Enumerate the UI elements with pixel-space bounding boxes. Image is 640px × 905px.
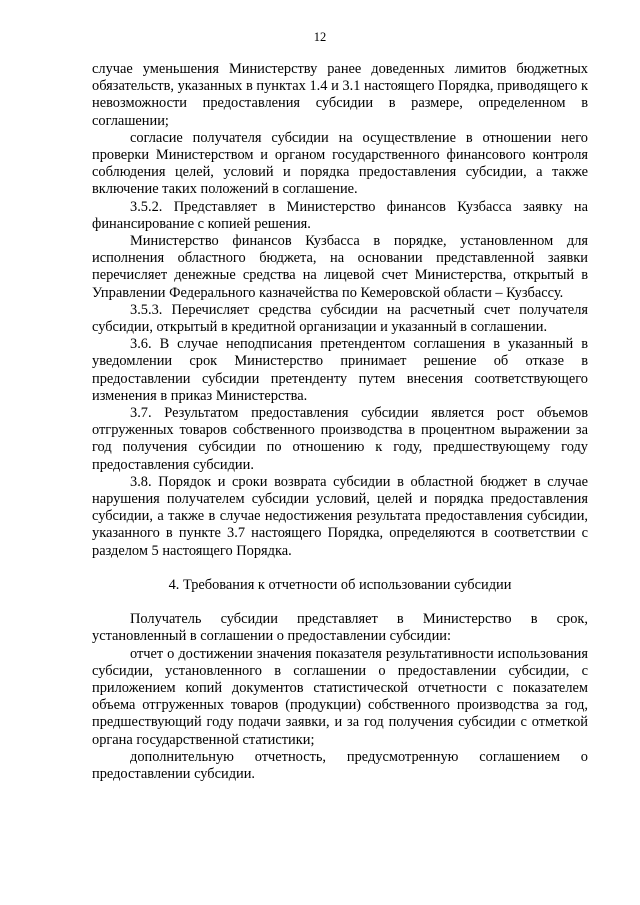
paragraph-additional-reporting: дополнительную отчетность, предусмотренную соглашением о предоставлении субсидии.	[92, 748, 588, 782]
paragraph-continuation: случае уменьшения Министерству ранее доведенных лимитов бюджетных обязательств, указанных в пунктах 1.4 и 3.1 настоящего Порядка, приводящего к невозможности предоставления субсидии в размере, определенном в соглашении;	[92, 61, 588, 129]
section-heading: 4. Требования к отчетности об использовании субсидии	[168, 576, 512, 593]
document-body	[92, 61, 588, 783]
paragraph-3-8: 3.8. Порядок и сроки возврата субсидии в областной бюджет в случае нарушения получателем субсидии условий, целей и порядка предоставления субсидии, а также в случае недостижения результата предоставления субсидии, указанного в пункте 3.7 настоящего Порядка, определяются в соответствии с разделом 5 настоящего Порядка.	[92, 473, 588, 559]
paragraph-3-7: 3.7. Результатом предоставления субсидии является рост объемов отгруженных товаров собственного производства в процентном выражении за год получения субсидии по отношению к году, предшествующему году предоставления субсидии.	[92, 405, 588, 473]
page-number: 12	[313, 30, 327, 44]
paragraph-ministry-finance-transfer: Министерство финансов Кузбасса в порядке, установленном для исполнения областного бюджета, на основании представленной заявки перечисляет денежные средства на лицевой счет Министерства, открытый в Управлении Федерального казначейства по Кемеровской области – Кузбассу.	[92, 233, 588, 301]
paragraph-report-indicator: отчет о достижении значения показателя результативности использования субсидии, установленного в соглашении о предоставлении субсидии, с приложением копий документов статистической отчетности с показателем объема отгруженных товаров (продукции) собственного производства за год, предшествующий году подачи заявки, и за год получения субсидии с отметкой органа государственной статистики;	[92, 645, 588, 748]
paragraph-3-5-2: 3.5.2. Представляет в Министерство финансов Кузбасса заявку на финансирование с копией решения.	[92, 198, 588, 232]
paragraph-reporting-intro: Получатель субсидии представляет в Министерство в срок, установленный в соглашении о предоставлении субсидии:	[92, 611, 588, 645]
paragraph-3-6: 3.6. В случае неподписания претендентом соглашения в указанный в уведомлении срок Министерство принимает решение об отказе в предоставлении субсидии претенденту путем внесения соответствующего изменения в приказ Министерства.	[92, 336, 588, 404]
paragraph-consent-inspection: согласие получателя субсидии на осуществление в отношении него проверки Министерством и органом государственного финансового контроля соблюдения целей, условий и порядка предоставления субсидии, а также включение таких положений в соглашение.	[92, 129, 588, 198]
paragraph-3-5-3: 3.5.3. Перечисляет средства субсидии на расчетный счет получателя субсидии, открытый в кредитной организации и указанный в соглашении.	[92, 301, 588, 336]
